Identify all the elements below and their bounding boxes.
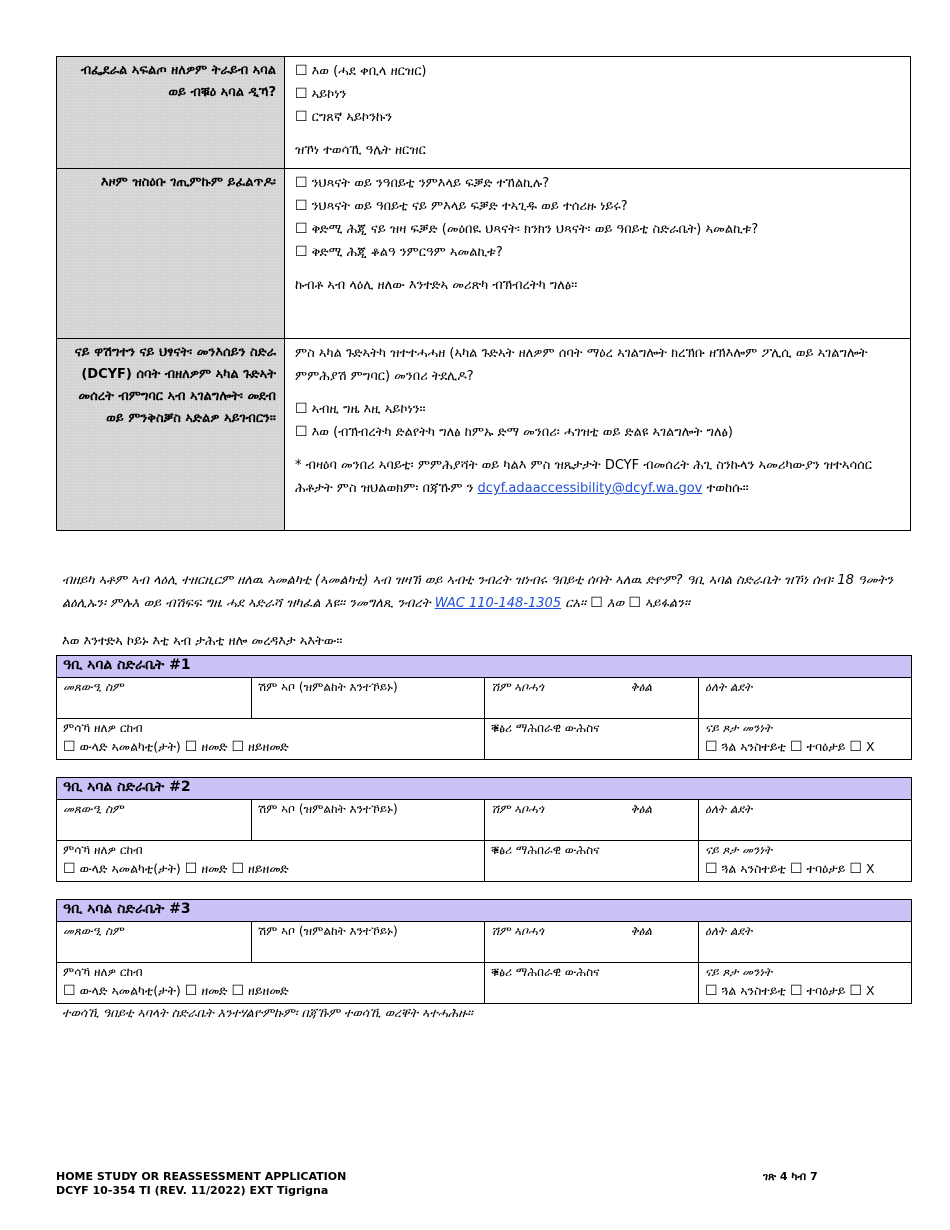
accommodation-answers xyxy=(285,339,911,531)
checkbox-icon[interactable]: ☐ xyxy=(849,739,862,755)
option-license-denied[interactable]: ☐ ንህጻናት ወይ ንዓበይቲ ንምእላይ ፍቓድ ተኸልኪሉ? xyxy=(295,175,550,191)
middle-name-field[interactable]: ሽም ኣቦ (ዝምልከት እንተኾይኑ) xyxy=(252,800,485,841)
checkbox-icon[interactable]: ☐ xyxy=(849,861,862,877)
dob-field[interactable]: ዕለት ልደት xyxy=(699,678,912,719)
member-table-1 xyxy=(56,655,912,760)
option-unsure[interactable]: ☐ ርግጸኛ ኣይኮንኩን xyxy=(295,109,393,125)
nondiscrimination-label: ናይ ዋሽግተን ናይ ህፃናት፡ መንእሰይን ስድራ (DCYF) ሰባት ብዘለዎም ኣካል ጉድኣት መሰረት ብምግባር ኣብ ኣገልግሎት፡ መደብ ወይ ምንቅስቓስ ኣድልዎ ኣይገብርን፡፡ xyxy=(57,339,285,531)
last-name-field[interactable]: ሽም ኣቦሓጎ ቅፅል xyxy=(485,800,699,841)
checkbox-icon[interactable]: ☐ xyxy=(63,983,76,999)
first-name-field[interactable]: መጸውዒ ስም xyxy=(57,800,252,841)
checkbox-icon[interactable]: ☐ xyxy=(789,739,803,755)
checkbox-icon[interactable]: ☐ xyxy=(295,244,308,260)
checkbox-icon[interactable]: ☐ xyxy=(231,739,245,755)
footer-form-id: HOME STUDY OR REASSESSMENT APPLICATION DCYF 10-354 TI (REV. 11/2022) EXT Tigrigna xyxy=(56,1170,347,1197)
checkbox-icon[interactable]: ☐ xyxy=(705,739,718,755)
member-title: ዓቢ ኣባል ስድራቤት #2 xyxy=(57,778,912,800)
tribal-member-answers xyxy=(285,57,911,169)
explain-prompt: ኩብቶ ኣብ ላዕሊ ዘለው እንተድኣ መሪጽካ ብኽብረትካ ግለፅ፡፡ xyxy=(295,278,578,293)
checkbox-icon[interactable]: ☐ xyxy=(184,983,198,999)
dob-field[interactable]: ዕለት ልደት xyxy=(699,800,912,841)
option-no[interactable]: ☐ ኣይኮነን xyxy=(295,86,347,102)
option-previous-adoption[interactable]: ☐ ቅድሚ ሕጂ ቆልዓ ንምርዓም ኣመልኪቱ? xyxy=(295,244,503,260)
relationship-field: ምሳኻ ዘለዎ ርከብ ☐ ውላድ ኣመልካቲ(ታት) ☐ ዘመድ ☐ ዘይዘመድ xyxy=(57,841,485,882)
first-name-field[interactable]: መጸውዒ ስም xyxy=(57,922,252,963)
option-yes-accommodation[interactable]: ☐ እወ (ብኽብረትካ ድልየትካ ግለፅ ከምኡ ድማ መንበሪ፡ ሓገዝቲ ወይ ድልዩ ኣገልግሎት ግለፅ) xyxy=(295,424,733,440)
checkbox-icon[interactable]: ☐ xyxy=(231,983,245,999)
gender-field: ናይ ጾታ መንነት ☐ ጓል ኣንስተይቲ ☐ ተባዕታይ ☐ X xyxy=(699,841,912,882)
checkbox-icon[interactable]: ☐ xyxy=(63,739,76,755)
accommodation-question: ምስ ኣካል ጉድኣትካ ዝተተሓሓዘ (ኣካል ጉድኣት ዘለዎም ሰባት ማዕረ ኣገልግሎት ክረኽቡ ዘኽእሎም ፖሊሲ ወይ ኣገልግሎት ምምሕያሽ ምግባር) መንበሪ ትደሊዶ? xyxy=(295,346,868,384)
relationship-field: ምሳኻ ዘለዎ ርከብ ☐ ውላድ ኣመልካቲ(ታት) ☐ ዘመድ ☐ ዘይዘመድ xyxy=(57,719,485,760)
license-history-label: እዞም ዝስዕቡ ገጢምኩም ይፈልጥዶ፡ xyxy=(57,169,285,339)
member-intro: እወ እንተድኣ ኮይኑ እቲ ኣብ ታሕቲ ዘሎ መረዳእታ ኣእትው፡፡ xyxy=(62,634,343,649)
page-number: ገጽ 4 ካብ 7 xyxy=(763,1170,818,1183)
gender-field: ናይ ጾታ መንነት ☐ ጓል ኣንስተይቲ ☐ ተባዕታይ ☐ X xyxy=(699,719,912,760)
tribal-member-label: ብፌደራል ኣፍልጦ ዘለዎም ትራይብ ኣባል ወይ ብቑዕ ኣባል ዲኻ? xyxy=(57,57,285,169)
member-table-3 xyxy=(56,899,912,1004)
other-adults-question: ብዘይካ ኣቶም ኣብ ላዕሊ ተዘርዚርም ዘለዉ ኣመልካቲ (ኣመልካቲ) ኣብ ዝዛኽ ወይ ኣብቲ ንብረት ዝነብሩ ዓበይቲ ሰባት ኣለዉ ድዮም? ዓቢ ኣባል ስድራቤት ዝኾነ ሰብ፡ 18 ዓመትን ልዕሊኡን፡ ምሉእ ወይ ብሽፍፍ ግዜ ሓደ ኣድራሻ ዝካፈል እዩ። ንመግለጺ ንብረት WAC 110-148-1305 ርአ። ☐ እወ ☐ ኣይፋልን። xyxy=(62,573,894,611)
first-name-field[interactable]: መጸውዒ ስም xyxy=(57,678,252,719)
checkbox-icon[interactable]: ☐ xyxy=(295,401,308,417)
checkbox-icon[interactable]: ☐ xyxy=(295,221,308,237)
ssn-field[interactable]: ቑፅሪ ማሕበራዊ ውሕስና xyxy=(485,719,699,760)
checkbox-icon[interactable]: ☐ xyxy=(705,861,718,877)
wac-link[interactable]: WAC 110-148-1305 xyxy=(434,596,562,611)
additional-race-prompt: ዝኾነ ተወሳኺ ዓሌት ዘርዝር xyxy=(295,143,426,158)
checkbox-icon[interactable]: ☐ xyxy=(295,424,308,440)
option-yes-tribe[interactable]: ☐ እወ (ሓደ ቀቢላ ዘርዝር) xyxy=(295,63,427,79)
ssn-field[interactable]: ቑፅሪ ማሕበራዊ ውሕስና xyxy=(485,963,699,1004)
member-title: ዓቢ ኣባል ስድራቤት #1 xyxy=(57,656,912,678)
member-title: ዓቢ ኣባል ስድራቤት #3 xyxy=(57,900,912,922)
checkbox-icon[interactable]: ☐ xyxy=(295,63,308,79)
option-previous-license[interactable]: ☐ ቅድሚ ሕጂ ናይ ዝዛ ፍቓድ (መዕበዪ ህጻናት፡ ክንክን ህጻናት፡ ወይ ዓበይቲ ስድራቤት) ኣመልኪቱ? xyxy=(295,221,759,237)
checkbox-icon[interactable]: ☐ xyxy=(184,861,198,877)
checkbox-icon[interactable]: ☐ xyxy=(590,595,603,611)
checkbox-icon[interactable]: ☐ xyxy=(63,861,76,877)
checkbox-icon[interactable]: ☐ xyxy=(295,109,308,125)
ada-footnote: * ብዛዕባ መንበሪ ኣባይቲ፡ ምምሕያሻት ወይ ካልእ ምስ ዝጼታታት DCYF ብመሰረት ሕጊ ስንኩላን ኣመሪካውያን ዝተኣሳሰር ሕቶታት ምስ ዝህልወክም፡ በጃኹም ን dcyf.adaaccessibility@dcyf.wa.gov ተወከሱ። xyxy=(295,458,872,496)
middle-name-field[interactable]: ሽም ኣቦ (ዝምልከት እንተኾይኑ) xyxy=(252,678,485,719)
checkbox-icon[interactable]: ☐ xyxy=(849,983,862,999)
checkbox-icon[interactable]: ☐ xyxy=(789,983,803,999)
question-table xyxy=(56,56,911,531)
checkbox-icon[interactable]: ☐ xyxy=(295,175,308,191)
dob-field[interactable]: ዕለት ልደት xyxy=(699,922,912,963)
option-not-now[interactable]: ☐ ኣብዚ ግዜ እዚ ኣይኮነን። xyxy=(295,401,426,417)
ssn-field[interactable]: ቑፅሪ ማሕበራዊ ውሕስና xyxy=(485,841,699,882)
checkbox-icon[interactable]: ☐ xyxy=(184,739,198,755)
checkbox-icon[interactable]: ☐ xyxy=(789,861,803,877)
middle-name-field[interactable]: ሽም ኣቦ (ዝምልከት እንተኾይኑ) xyxy=(252,922,485,963)
checkbox-icon[interactable]: ☐ xyxy=(705,983,718,999)
checkbox-icon[interactable]: ☐ xyxy=(295,86,308,102)
last-name-field[interactable]: ሽም ኣቦሓጎ ቅፅል xyxy=(485,922,699,963)
checkbox-icon[interactable]: ☐ xyxy=(295,198,308,214)
option-license-revoked[interactable]: ☐ ንህጻናት ወይ ዓበይቲ ናይ ምእላይ ፍቓድ ተኣጊዱ ወይ ተሰሪዙ ነይሩ? xyxy=(295,198,628,214)
checkbox-icon[interactable]: ☐ xyxy=(628,595,641,611)
member-table-2 xyxy=(56,777,912,882)
license-history-answers xyxy=(285,169,911,339)
last-name-field[interactable]: ሽም ኣቦሓጎ ቅፅል xyxy=(485,678,699,719)
checkbox-icon[interactable]: ☐ xyxy=(231,861,245,877)
additional-sheet-note: ተወሳኺ ዓበይቲ ኣባላት ስድራቤት እንተሃልዮምኩም፡ በጃኹም ተወሳኺ ወረቐት ኣተሓሕዙ። xyxy=(62,1005,473,1020)
ada-email-link[interactable]: dcyf.adaaccessibility@dcyf.wa.gov xyxy=(477,481,703,496)
gender-field: ናይ ጾታ መንነት ☐ ጓል ኣንስተይቲ ☐ ተባዕታይ ☐ X xyxy=(699,963,912,1004)
relationship-field: ምሳኻ ዘለዎ ርከብ ☐ ውላድ ኣመልካቲ(ታት) ☐ ዘመድ ☐ ዘይዘመድ xyxy=(57,963,485,1004)
